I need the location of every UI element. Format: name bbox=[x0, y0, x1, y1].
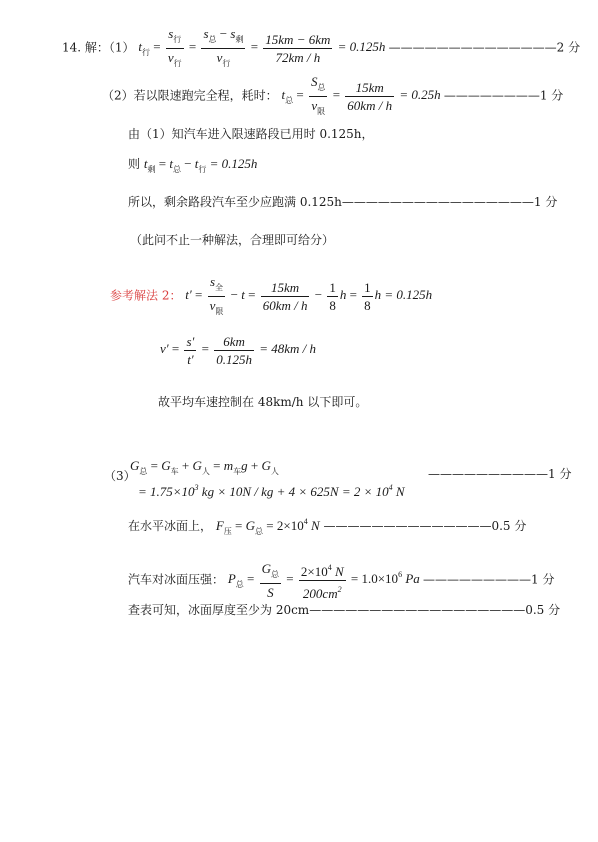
part2-formula: $t_总$ = $\frac{S_总}{v_限}$ = $\frac{15km}{60km / h}$ = 0.25h bbox=[281, 74, 441, 116]
problem-number: 14. 解： bbox=[62, 40, 109, 55]
part2-line3: 则 $t_剩 = t_总 - t_行 = 0.125h$ bbox=[128, 156, 258, 174]
part2-dashes: ———————— bbox=[443, 88, 540, 103]
part3-line1: $G_总 = G_车 + G_人 = m_车g + G_人$ bbox=[130, 458, 279, 476]
part1-numerator: 15km − 6km bbox=[265, 32, 331, 47]
part3-line5: 查表可知，冰面厚度至少为 20cm——————————————————0.5 分 bbox=[128, 603, 561, 617]
alt-method-label: 参考解法 2： bbox=[110, 288, 182, 303]
part2-alt-velocity: v′ = $\frac{s'}{t'}$ = $\frac{6km}{0.125h}$ = 48km / h bbox=[160, 334, 317, 367]
part2-conclusion: 故平均车速控制在 48km/h 以下即可。 bbox=[158, 395, 368, 409]
part1-result: = 0.125h bbox=[337, 39, 386, 55]
part1-dashes: —————————————— bbox=[388, 40, 557, 55]
part2-line1 bbox=[102, 74, 563, 119]
part3-line1-score: ——————————1 分 bbox=[428, 467, 572, 481]
part1-denominator: 72km / h bbox=[275, 50, 321, 65]
part1-line bbox=[62, 26, 580, 71]
part3-label: （3） bbox=[104, 469, 136, 483]
part3-line2: = $1.75\times 10^3$ kg × 10N / kg + $4 \times 625N = 2 \times 10^4$ N bbox=[138, 483, 405, 499]
part1-label: （1） bbox=[108, 40, 135, 55]
part1-score: 2 分 bbox=[556, 40, 581, 55]
part3-line3: 在水平冰面上， $F_压 = G_总 = 2\times 10^4$ N ——————————————0.5 分 bbox=[128, 517, 527, 536]
part2-note: （此问不止一种解法，合理即可给分） bbox=[130, 233, 335, 247]
part2-line4: 所以，剩余路段汽车至少应跑满 0.125h————————————————1 分 bbox=[128, 195, 558, 209]
part1-formula: $t_行$ = $\frac{s_行}{v_行}$ = $\frac{s_总 - s_剩}{v_行}$ = $\frac{15km - 6km}{72km / h}$ = 0.125h bbox=[138, 26, 386, 68]
part2-intro: 若以限速跑完全程，耗时： bbox=[133, 88, 278, 103]
part2-label: （2） bbox=[102, 88, 134, 103]
part2-line2: 由（1）知汽车进入限速路段已用时 0.125h， bbox=[128, 127, 374, 141]
part3-line4: 汽车对冰面压强： $P_总$ = $\frac{G_总}{S}$ = $\frac{2\times 10^4 N}{200cm^2}$ = $1.0\times 10^6$ Pa —————————1 分 bbox=[128, 561, 555, 601]
part2-alt-line: 参考解法 2： t′ = $\frac{s_全}{v_限}$ − t = $\frac{15km}{60km / h}$ − $\frac{1}{8}$ h = $\frac{1}{8}$ h = 0.125h bbox=[110, 274, 433, 316]
part2-score: 1 分 bbox=[539, 88, 564, 103]
